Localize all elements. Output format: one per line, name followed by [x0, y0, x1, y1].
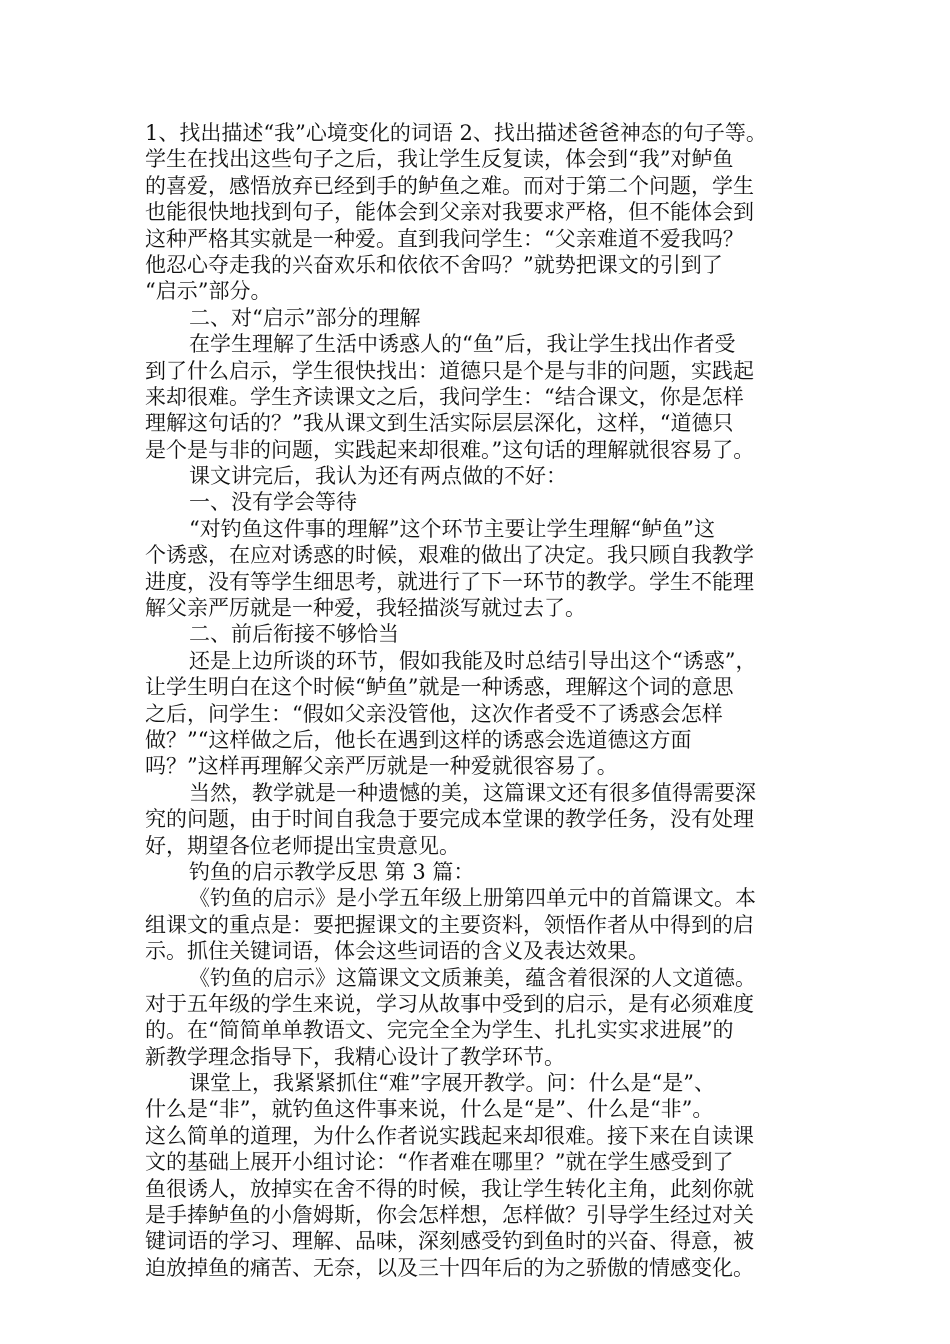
text-line: 这种严格其实就是一种爱。直到我问学生：“父亲难道不爱我吗？ [145, 226, 744, 251]
text-line: 他忍心夺走我的兴奋欢乐和依依不舍吗？”就势把课文的引到了 [145, 252, 723, 277]
text-line: 这么简单的道理，为什么作者说实践起来却很难。接下来在自读课 [145, 1123, 754, 1148]
text-line: 做？”“这样做之后，他长在遇到这样的诱惑会选道德这方面 [145, 727, 692, 752]
text-line: 《钓鱼的启示》是小学五年级上册第四单元中的首篇课文。本 [189, 886, 756, 911]
text-line: 还是上边所谈的环节，假如我能及时总结引导出这个“诱惑”， [189, 648, 757, 673]
text-line: 键词语的学习、理解、品味，深刻感受钓到鱼时的兴奋、得意，被 [145, 1229, 754, 1254]
text-line: 什么是“非”，就钓鱼这件事来说，什么是“是”、什么是“非”。 [145, 1097, 714, 1122]
text-line: 进度，没有等学生细思考，就进行了下一环节的教学。学生不能理 [145, 569, 754, 594]
text-line: 鱼很诱人，放掉实在舍不得的时候，我让学生转化主角，此刻你就 [145, 1176, 754, 1201]
text-line: 学生在找出这些句子之后，我让学生反复读，体会到“我”对鲈鱼 [145, 147, 734, 172]
text-line: 是个是与非的问题，实践起来却很难。”这句话的理解就很容易了。 [145, 437, 755, 462]
text-line: 来却很难。学生齐读课文之后，我问学生：“结合课文，你是怎样 [145, 384, 744, 409]
text-line: 到了什么启示，学生很快找出：道德只是个是与非的问题，实践起 [145, 358, 754, 383]
text-line: 钓鱼的启示教学反思 第 3 篇： [189, 859, 475, 884]
text-line: 究的问题，由于时间自我急于要完成本堂课的教学任务，没有处理 [145, 807, 754, 832]
text-line: 组课文的重点是：要把握课文的主要资料，领悟作者从中得到的启 [145, 912, 754, 937]
document-body [145, 120, 809, 1281]
text-line: 是手捧鲈鱼的小詹姆斯，你会怎样想，怎样做？引导学生经过对关 [145, 1203, 754, 1228]
text-line: 1、找出描述“我”心境变化的词语 2、找出描述爸爸神态的句子等。 [145, 121, 767, 145]
text-line: 二、前后衔接不够恰当 [189, 622, 399, 647]
text-line: 一、没有学会等待 [189, 490, 357, 515]
text-line: 新教学理念指导下，我精心设计了教学环节。 [145, 1044, 565, 1069]
text-line: 文的基础上展开小组讨论：“作者难在哪里？”就在学生感受到了 [145, 1150, 734, 1175]
text-line: 让学生明白在这个时候“鲈鱼”就是一种诱惑，理解这个词的意思 [145, 675, 734, 700]
text-line: 当然，教学就是一种遗憾的美，这篇课文还有很多值得需要深 [189, 780, 756, 805]
text-line: 个诱惑，在应对诱惑的时候，艰难的做出了决定。我只顾自我教学 [145, 543, 754, 568]
text-line: “启示”部分。 [145, 279, 272, 304]
text-line: 课文讲完后，我认为还有两点做的不好： [189, 464, 567, 489]
text-line: 迫放掉鱼的痛苦、无奈，以及三十四年后的为之骄傲的情感变化。 [145, 1255, 754, 1280]
text-line: 理解这句话的？”我从课文到生活实际层层深化，这样，“道德只 [145, 411, 734, 436]
text-line: 也能很快地找到句子，能体会到父亲对我要求严格，但不能体会到 [145, 200, 754, 225]
text-line: “对钓鱼这件事的理解”这个环节主要让学生理解“鲈鱼”这 [189, 516, 715, 541]
text-line: 好，期望各位老师提出宝贵意见。 [145, 833, 460, 858]
text-line: 之后，问学生：“假如父亲没管他，这次作者受不了诱惑会怎样 [145, 701, 723, 726]
text-line: 解父亲严厉就是一种爱，我轻描淡写就过去了。 [145, 596, 586, 621]
text-line: 课堂上，我紧紧抓住“难”字展开教学。问：什么是“是”、 [189, 1071, 715, 1096]
text-line: 在学生理解了生活中诱惑人的“鱼”后，我让学生找出作者受 [189, 332, 736, 357]
text-line: 对于五年级的学生来说，学习从故事中受到的启示，是有必须难度 [145, 991, 754, 1016]
text-line: 二、对“启示”部分的理解 [189, 305, 421, 330]
text-line: 的。在“简简单单教语文、完完全全为学生、扎扎实实求进展”的 [145, 1018, 734, 1043]
text-line: 《钓鱼的启示》这篇课文文质兼美，蕴含着很深的人文道德。 [189, 965, 756, 990]
text-line: 吗？”这样再理解父亲严厉就是一种爱就很容易了。 [145, 754, 618, 779]
text-line: 示。抓住关键词语，体会这些词语的含义及表达效果。 [145, 939, 649, 964]
text-line: 的喜爱，感悟放弃已经到手的鲈鱼之难。而对于第二个问题，学生 [145, 173, 754, 198]
